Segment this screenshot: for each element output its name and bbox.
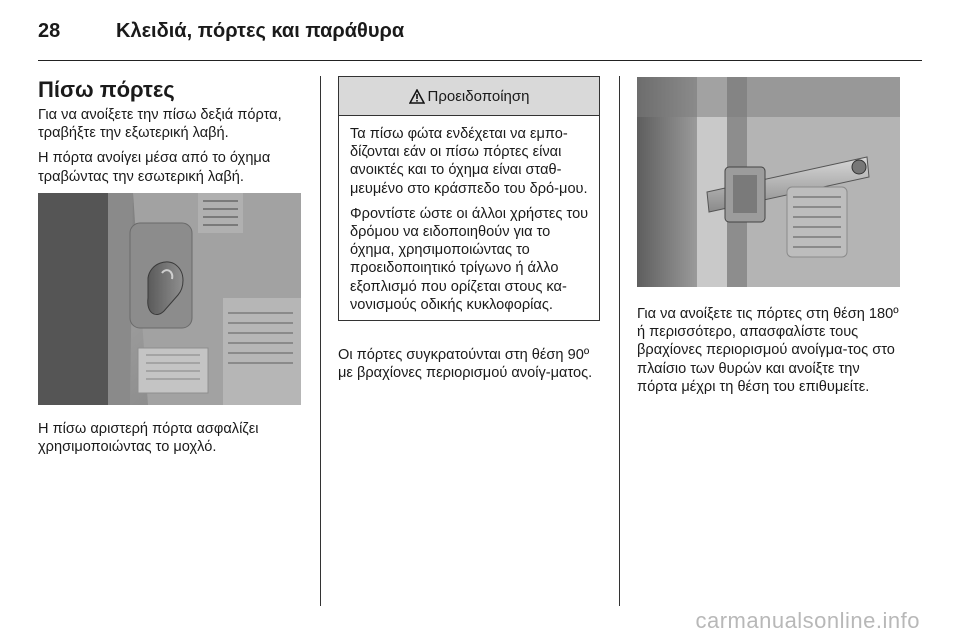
door-strap-photo (637, 77, 900, 287)
column-divider-2 (619, 76, 620, 606)
middle-column-bottom (338, 346, 600, 382)
page-number: 28 (38, 20, 61, 42)
paragraph-90-degrees: Οι πόρτες συγκρατούνται στη θέση 90º με βραχίονες περιορισμού ανοίγ-ματος. (338, 347, 593, 382)
paragraph-outer-handle: Για να ανοίξετε την πίσω δεξιά πόρτα, τραβήξτε την εξωτερική λαβή. (38, 107, 282, 142)
warning-header (339, 77, 599, 116)
warning-box (338, 76, 600, 321)
warning-triangle-icon (409, 89, 425, 104)
left-column-bottom (38, 420, 304, 456)
paragraph-180-degrees: Για να ανοίξετε τις πόρτες στη θέση 180º ή περισσότερο, απασφαλίστε τους βραχίονες περιορισμού ανοίγμα-τος στο πλαίσιο των θυρών και ανοίξτε την πόρτα μέχρι τη θέση του επιθυμείτε. (637, 306, 899, 395)
left-column (38, 70, 304, 193)
page-header (38, 20, 404, 46)
header-divider (38, 60, 922, 61)
warning-paragraph-1: Τα πίσω φώτα ενδέχεται να εμπο-δίζονται εάν οι πίσω πόρτες είναι ανοικτές και το όχημα είναι σταθ-μευμένο στο κράσπεδο του δρό-μου. (350, 126, 588, 197)
watermark: carmanualsonline.info (695, 608, 920, 633)
warning-paragraph-2: Φροντίστε ώστε οι άλλοι χρήστες του δρόμου να ειδοποιηθούν για το όχημα, χρησιμοποιώντας το προειδοποιητικό τρίγωνο ή άλλο εξοπλισμό που ορίζεται στους κα-νονισμούς οδικής κυκλοφορίας. (350, 205, 589, 313)
warning-title: Προειδοποίηση (427, 87, 530, 105)
section-title: Πίσω πόρτες (38, 77, 175, 102)
paragraph-lever: Η πίσω αριστερή πόρτα ασφαλίζει χρησιμοποιώντας το μοχλό. (38, 421, 259, 456)
column-divider-1 (320, 76, 321, 606)
right-column-bottom (637, 305, 901, 396)
paragraph-inner-handle: Η πόρτα ανοίγει μέσα από το όχημα τραβώντας την εσωτερική λαβή. (38, 150, 271, 185)
warning-body (339, 116, 599, 320)
door-lever-photo (38, 193, 301, 405)
chapter-title: Κλειδιά, πόρτες και παράθυρα (116, 20, 405, 42)
